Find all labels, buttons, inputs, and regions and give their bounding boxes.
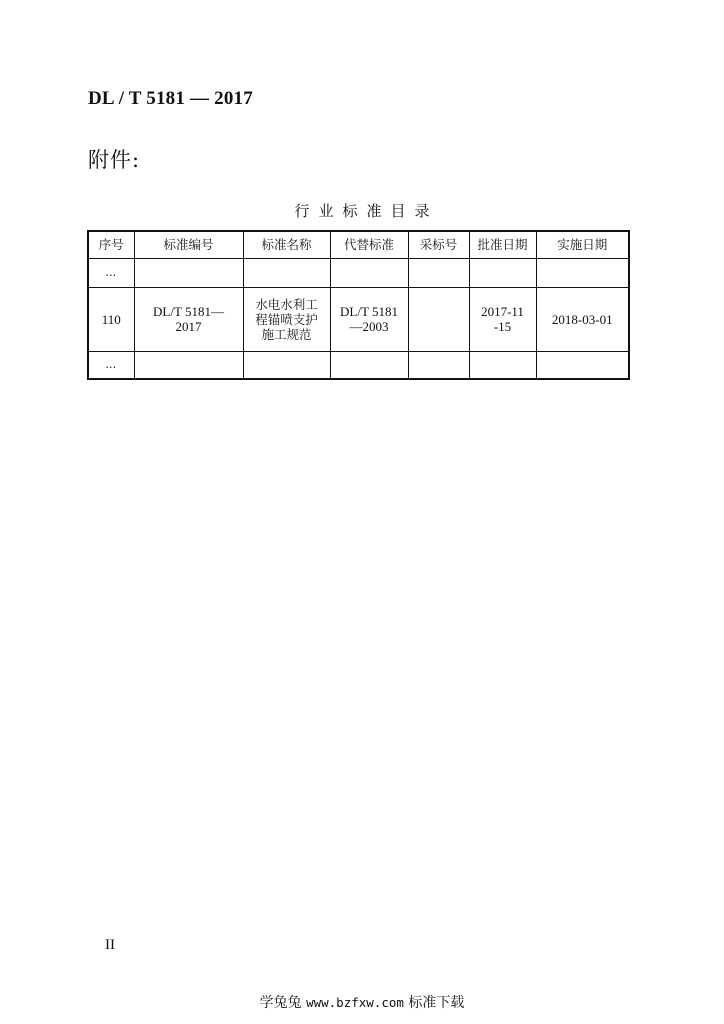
- table-row: [88, 351, 629, 379]
- row-approval-date: [469, 351, 536, 379]
- row-adopted: [408, 287, 469, 351]
- row-approval-date-line: 2017-11: [481, 304, 524, 319]
- row-code: [134, 258, 243, 287]
- row-adopted: [408, 258, 469, 287]
- row-approval-date: [469, 287, 536, 351]
- column-header-no: 序号: [88, 231, 134, 258]
- row-effective-date: [536, 258, 629, 287]
- column-header-effective-date: 实施日期: [536, 231, 629, 258]
- row-name: [243, 287, 330, 351]
- row-code-line: DL/T 5181—: [153, 304, 224, 319]
- row-name-line: 水电水利工: [255, 296, 318, 312]
- column-header-approval-date: 批准日期: [469, 231, 536, 258]
- watermark-site-link[interactable]: www.bzfxw.com: [306, 995, 404, 1010]
- row-replaces: [330, 351, 408, 379]
- row-no: …: [88, 258, 134, 287]
- row-no: …: [88, 351, 134, 379]
- row-code: [134, 287, 243, 351]
- row-name-line: 程锚喷支护: [255, 311, 318, 327]
- column-header-adopted: 采标号: [408, 231, 469, 258]
- row-code-line: 2017: [175, 319, 202, 334]
- column-header-code: 标准编号: [134, 231, 243, 258]
- row-approval-date-line: -15: [493, 319, 512, 334]
- table-row: [88, 287, 629, 351]
- row-name: [243, 258, 330, 287]
- row-replaces-line: DL/T 5181: [340, 304, 398, 319]
- row-effective-date: 2018-03-01: [536, 287, 629, 351]
- row-code: [134, 351, 243, 379]
- column-header-name: 标准名称: [243, 231, 330, 258]
- watermark-suffix: 标准下载: [408, 995, 465, 1011]
- row-replaces: [330, 287, 408, 351]
- standards-catalog-table: [87, 230, 630, 380]
- row-name-line: 施工规范: [261, 326, 312, 342]
- row-replaces-line: —2003: [349, 319, 389, 334]
- catalog-title: 行业标准目录: [294, 202, 439, 220]
- column-header-replaces: 代替标准: [330, 231, 408, 258]
- table-row: [88, 258, 629, 287]
- standard-code-header: DL / T 5181 — 2017: [88, 88, 253, 109]
- row-name: [243, 351, 330, 379]
- watermark-footer: [0, 992, 724, 1012]
- page-number: II: [105, 937, 115, 953]
- row-no: 110: [88, 287, 134, 351]
- attachment-label: 附件:: [88, 148, 141, 172]
- row-approval-date: [469, 258, 536, 287]
- row-adopted: [408, 351, 469, 379]
- watermark-prefix: 学兔兔: [259, 995, 302, 1011]
- row-replaces: [330, 258, 408, 287]
- table-header-row: [88, 231, 629, 258]
- row-effective-date: [536, 351, 629, 379]
